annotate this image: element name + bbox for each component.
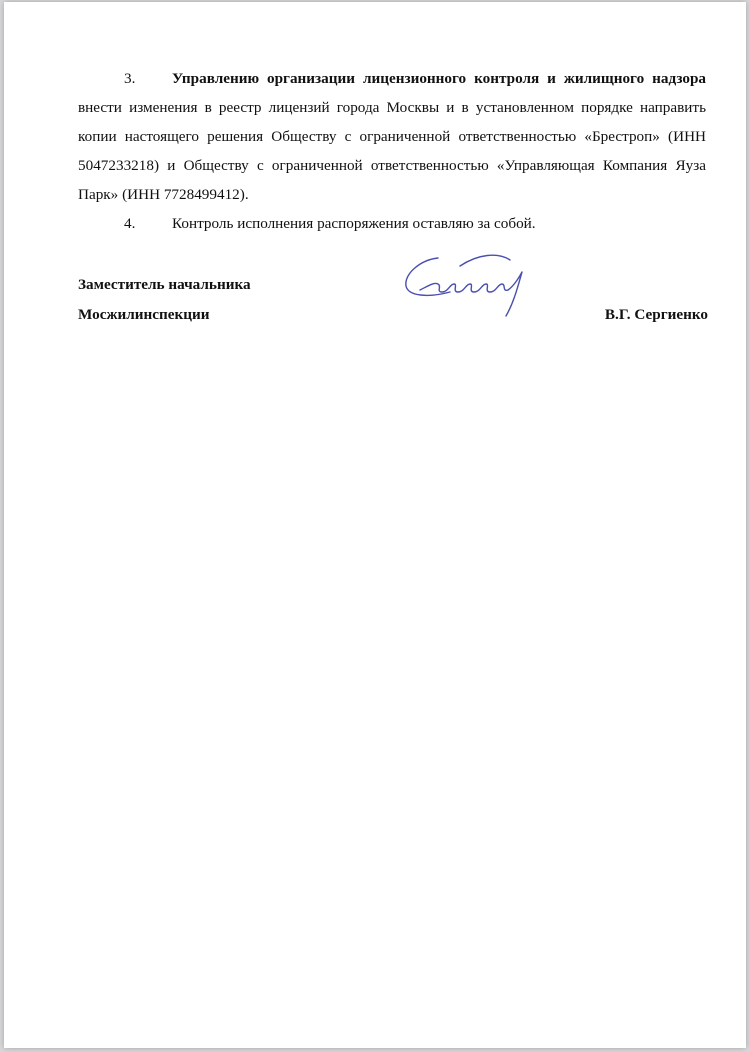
- signatory-row: [78, 300, 708, 330]
- paragraph-item-3: [78, 64, 706, 209]
- item-3-text: внести изменения в реестр лицензий города Москвы и в установленном порядке направить копии настоящего решения Обществу с ограниченной ответственностью «Брестроп» (ИНН 5047233218) и Обществу с ограниченной ответственностью «Управляющая Компания Яуза Парк» (ИНН 7728499412).: [78, 99, 706, 203]
- signature-block: [78, 270, 708, 330]
- document-page: [4, 2, 746, 1048]
- item-4-text: Контроль исполнения распоряжения оставляю за собой.: [172, 215, 536, 232]
- item-3-bold-lead: Управлению организации лицензионного контроля и жилищного надзора: [172, 70, 706, 87]
- item-4-number: 4.: [124, 215, 136, 232]
- signatory-title-line2: Мосжилинспекции: [78, 306, 210, 323]
- document-body: [78, 64, 706, 238]
- signatory-name: В.Г. Сергиенко: [604, 306, 708, 323]
- item-3-number: 3.: [124, 70, 136, 87]
- paragraph-item-4: [78, 209, 706, 238]
- signatory-title-line1: Заместитель начальника: [78, 276, 251, 293]
